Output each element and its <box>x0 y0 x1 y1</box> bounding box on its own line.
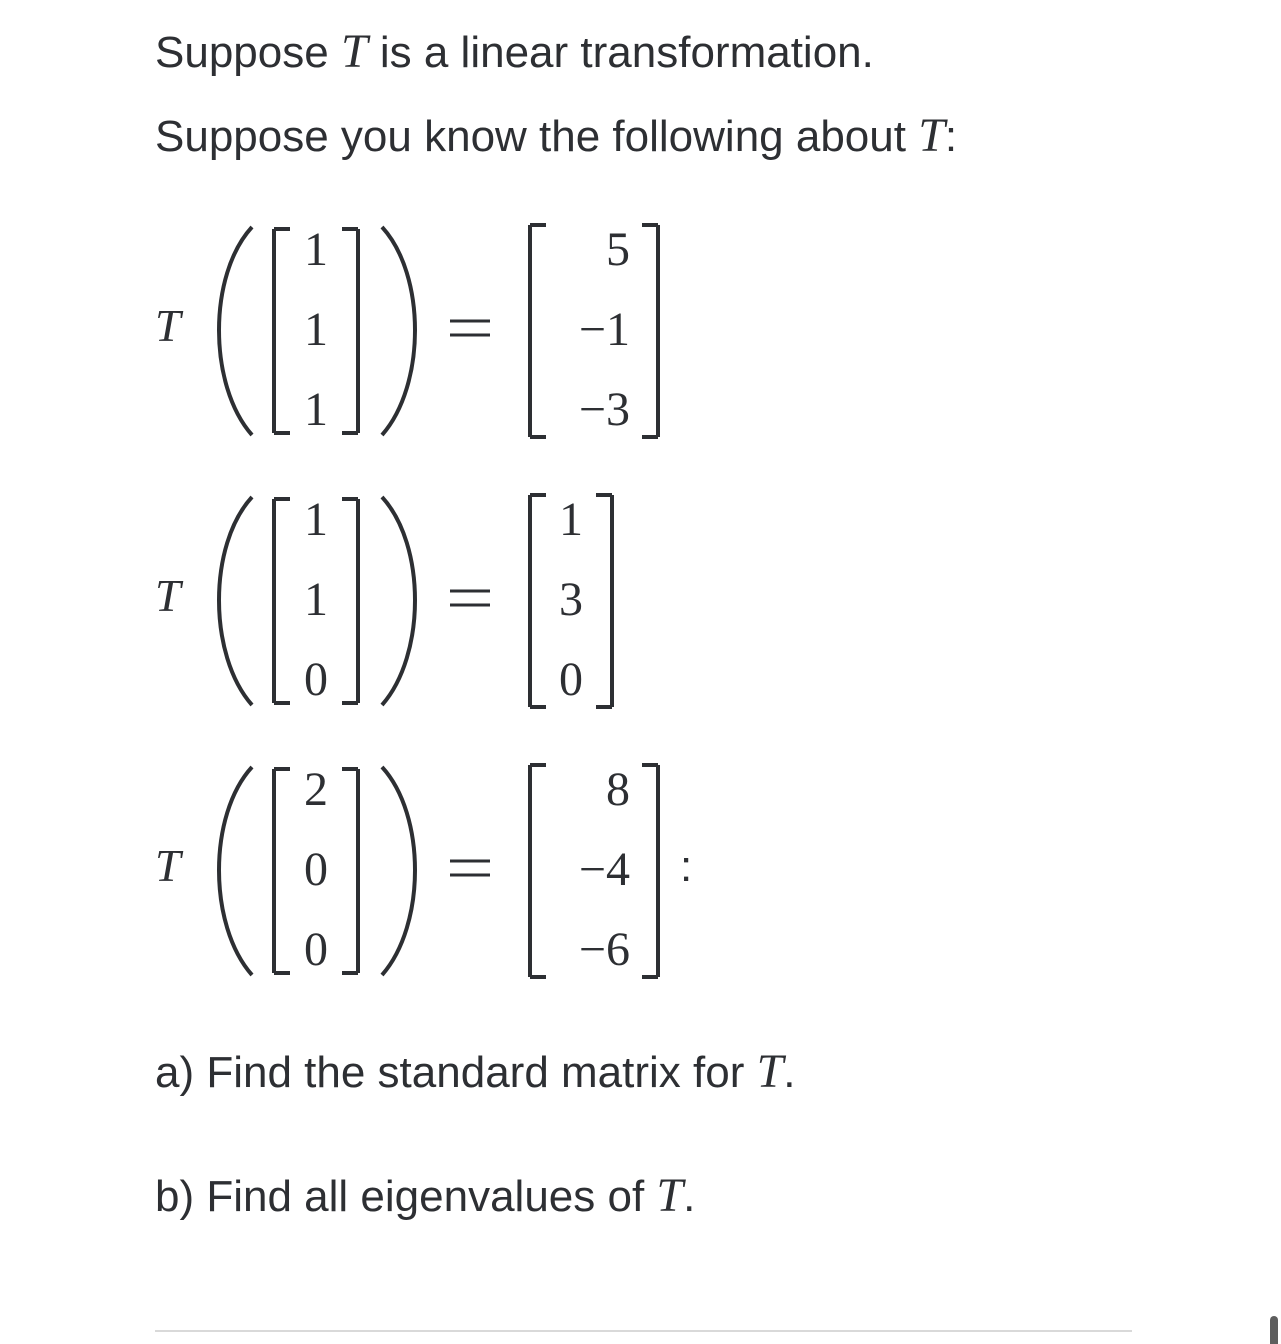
question-a: a) Find the standard matrix for T. <box>155 1045 796 1098</box>
left-bracket <box>530 765 546 977</box>
variable-t: T <box>918 109 945 162</box>
equation-suffix: : <box>680 842 693 891</box>
output-entry: 3 <box>559 573 583 626</box>
output-entry: 0 <box>559 653 583 706</box>
left-bracket <box>530 225 546 437</box>
right-bracket <box>642 765 658 977</box>
output-entry: 1 <box>559 493 583 546</box>
variable-t: T <box>340 25 368 78</box>
variable-t: T <box>756 1045 784 1098</box>
equation-3-svg <box>0 755 1281 985</box>
right-bracket <box>342 769 358 973</box>
equals-sign <box>450 861 490 875</box>
output-entry: −4 <box>578 843 630 896</box>
left-paren <box>219 227 252 435</box>
left-paren <box>219 497 252 705</box>
output-entry: −1 <box>578 303 630 356</box>
right-paren <box>382 227 415 435</box>
input-entry: 2 <box>304 763 328 816</box>
output-entry: −3 <box>578 383 630 436</box>
equation-2-svg <box>0 485 1281 715</box>
equation-2 <box>0 485 1281 715</box>
function-symbol: T <box>155 300 181 351</box>
right-bracket <box>342 229 358 433</box>
right-paren <box>382 767 415 975</box>
right-paren <box>382 497 415 705</box>
right-bracket <box>342 499 358 703</box>
input-entry: 1 <box>304 303 328 356</box>
output-entry: −6 <box>578 923 630 976</box>
scrollbar-thumb[interactable] <box>1270 1316 1278 1344</box>
intro-line-2: Suppose you know the following about T: <box>155 109 958 162</box>
input-entry: 1 <box>304 493 328 546</box>
input-entry: 1 <box>304 573 328 626</box>
output-entry: 8 <box>606 763 630 816</box>
input-entry: 1 <box>304 383 328 436</box>
function-symbol: T <box>155 570 181 621</box>
left-bracket <box>274 499 290 703</box>
left-bracket <box>274 229 290 433</box>
equation-3 <box>0 755 1281 985</box>
left-bracket <box>274 769 290 973</box>
variable-t: T <box>656 1169 684 1222</box>
left-paren <box>219 767 252 975</box>
function-symbol: T <box>155 840 181 891</box>
divider <box>155 1330 1132 1332</box>
input-entry: 1 <box>304 223 328 276</box>
input-entry: 0 <box>304 843 328 896</box>
intro-line-1: Suppose T is a linear transformation. <box>155 25 874 78</box>
input-entry: 0 <box>304 923 328 976</box>
input-entry: 0 <box>304 653 328 706</box>
right-bracket <box>642 225 658 437</box>
equation-1-svg <box>0 215 1281 445</box>
equals-sign <box>450 591 490 605</box>
question-b: b) Find all eigenvalues of T. <box>155 1169 696 1222</box>
left-bracket <box>530 495 546 707</box>
equals-sign <box>450 321 490 335</box>
right-bracket <box>596 495 612 707</box>
output-entry: 5 <box>606 223 630 276</box>
equation-1 <box>0 215 1281 445</box>
